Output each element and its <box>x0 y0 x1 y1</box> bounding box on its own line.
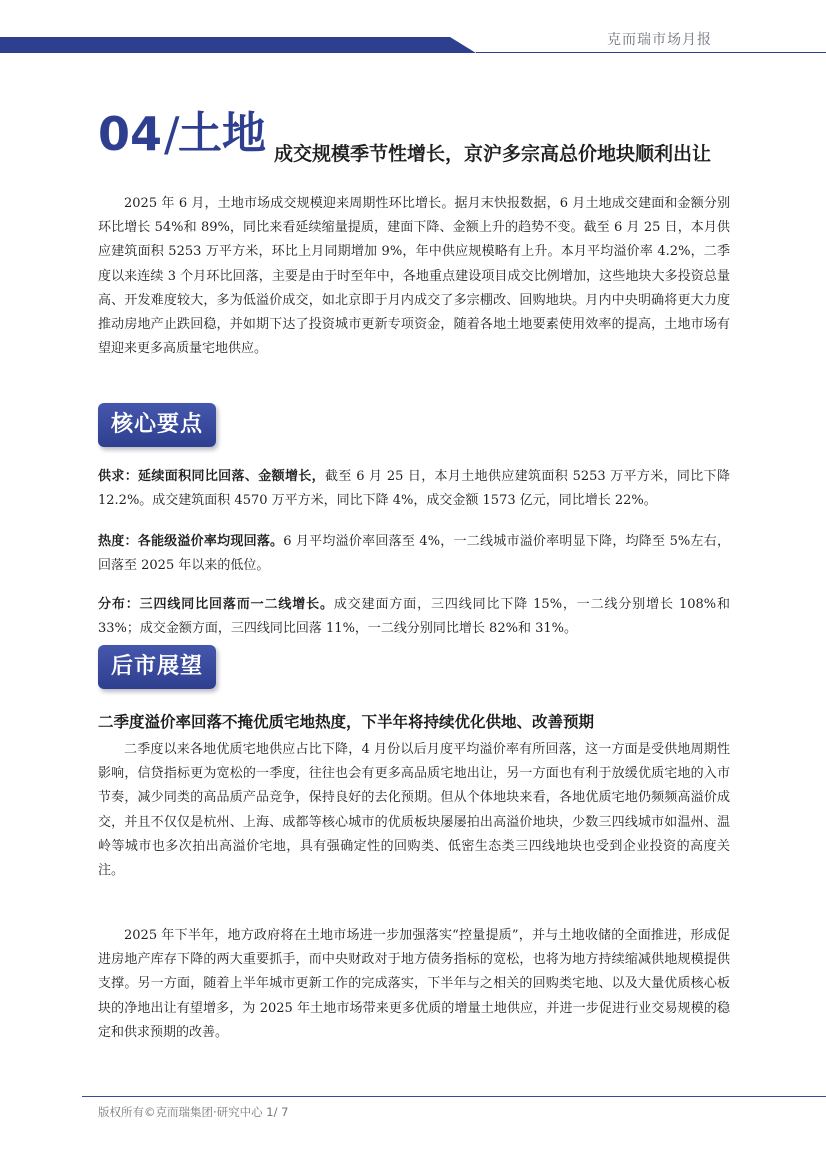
footer-divider <box>82 1096 826 1097</box>
report-title: 克而瑞市场月报 <box>607 32 712 48</box>
outlook-paragraph-1: 二季度以来各地优质宅地供应占比下降，4 月份以后月度平均溢价率有所回落，这一方面是受供地周期性影响，信贷指标更为宽松的一季度，往往也会有更多高品质宅地出让，另一方面也有利于放缓优质宅地的入市节奏，减少同类的高品质产品竞争，保持良好的去化预期。但从个体地块来看，各地优质宅地仍频频高溢价成交，并且不仅仅是杭州、上海、成都等核心城市的优质板块屡屡拍出高溢价地块，少数三四线城市如温州、温岭等城市也多次拍出高溢价宅地，具有强确定性的回购类、低密生态类三四线地块也受到企业投资的高度关注。 <box>98 742 730 879</box>
key-point-supply-body: 截至 6 月 25 日，本月土地供应建筑面积 5253 万平方米，同比下降 12.2%。成交建筑面积 4570 万平方米，同比下降 4%，成交金额 1573 亿元，同比增长 22%。 <box>98 469 730 509</box>
section-number-text: 04 <box>98 107 163 161</box>
key-point-heat-lead: 热度：各能级溢价率均现回落。 <box>98 534 284 549</box>
key-point-distribution-body: 成交建面方面，三四线同比下降 15%，一二线分别增长 108%和 33%；成交金额方面，三四线同比回落 11%，一二线分别同比增长 82%和 31%。 <box>98 597 730 637</box>
key-point-supply <box>98 465 730 513</box>
key-points-tag: 核心要点 <box>98 403 216 447</box>
key-point-heat-body: 6 月平均溢价率回落至 4%，一二线城市溢价率明显下降，均降至 5%左右，回落至 2025 年以来的低位。 <box>98 534 730 574</box>
key-point-distribution-lead: 分布：三四线同比回落而一二线增长。 <box>98 597 334 612</box>
outlook-tag: 后市展望 <box>98 645 216 689</box>
section-number <box>98 104 180 164</box>
outlook-paragraph-2: 2025 年下半年，地方政府将在土地市场进一步加强落实“控量提质”，并与土地收储的全面推进，形成促进房地产库存下降的两大重要抓手，而中央财政对于地方债务指标的宽松，也将为地方持续缩减供地规模提供支撑。另一方面，随着上半年城市更新工作的完成落实，下半年与之相关的回购类宅地、以及大量优质核心板块的净地出让有望增多，为 2025 年土地市场带来更多优质的增量土地供应，并进一步促进行业交易规模的稳定和供求预期的改善。 <box>98 928 730 1040</box>
footer-copyright: 版权所有©克而瑞集团·研究中心 1/ 7 <box>98 1105 289 1119</box>
key-point-supply-lead: 供求：延续面积同比回落、金额增长， <box>98 469 326 484</box>
section-name: 土地 <box>178 108 266 159</box>
outlook-heading: 二季度溢价率回落不掩优质宅地热度，下半年将持续优化供地、改善预期 <box>98 713 595 731</box>
key-point-heat <box>98 530 730 578</box>
section-slash: / <box>164 107 180 161</box>
key-point-distribution <box>98 593 730 641</box>
intro-paragraph: 2025 年 6 月，土地市场成交规模迎来周期性环比增长。据月末快报数据，6 月土地成交建面和金额分别环比增长 54%和 89%，同比来看延续缩量提质，建面下降、金额上升的趋势不变。截至 6 月 25 日，本月供应建筑面积 5253 万平方米，环比上月同期增加 9%，年中供应规模略有上升。本月平均溢价率 4.2%，二季度以来连续 3 个月环比回落，主要是由于时至年中，各地重点建设项目成交比例增加，这些地块大多投资总量高、开发难度较大，多为低溢价成交，如北京即于月内成交了多宗棚改、回购地块。月内中央明确将更大力度推动房地产止跌回稳，并如期下达了投资城市更新专项资金，随着各地土地要素使用效率的提高，土地市场有望迎来更多高质量宅地供应。 <box>98 196 730 357</box>
section-subtitle: 成交规模季节性增长，京沪多宗高总价地块顺利出让 <box>274 143 712 165</box>
